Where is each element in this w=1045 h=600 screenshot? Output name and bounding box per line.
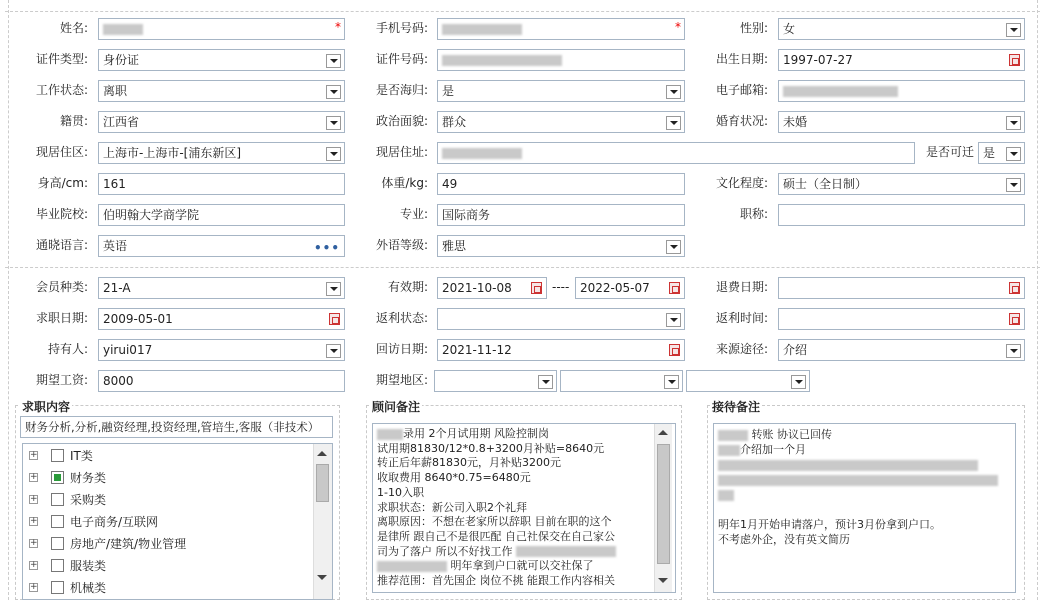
redacted-text: [442, 55, 562, 66]
valid-label: 有效期:: [387, 280, 428, 294]
education-label: 文化程度:: [715, 176, 768, 190]
note-line: 不考虑外企，没有英文简历: [718, 533, 850, 546]
tree-item-label: 财务类: [70, 471, 107, 485]
valid-to-field[interactable]: [575, 277, 685, 299]
lang-level-label: 外语等级:: [375, 238, 428, 252]
chevron-down-icon: [670, 121, 678, 125]
tree-item-realestate[interactable]: [27, 533, 307, 555]
note-line: 1-10入职: [377, 485, 424, 499]
more-dots-icon[interactable]: •••: [313, 241, 340, 255]
chevron-down-icon: [330, 349, 338, 353]
redacted-text: [718, 460, 978, 471]
valid-separator: ----: [552, 280, 570, 294]
id-type-select[interactable]: [98, 49, 345, 71]
marital-label: 婚育状况:: [715, 114, 768, 128]
tree-item-label: 房地产/建筑/物业管理: [70, 537, 187, 551]
chevron-down-icon: [330, 152, 338, 156]
checkbox[interactable]: [51, 581, 64, 594]
native-select[interactable]: [98, 111, 345, 133]
education-select[interactable]: [778, 173, 1025, 195]
advisor-notes-title: 顾问备注: [372, 400, 421, 414]
scroll-up-icon[interactable]: [317, 451, 327, 456]
height-label: 身高/cm:: [37, 176, 88, 190]
expand-icon[interactable]: +: [30, 582, 38, 592]
note-line: 推荐范围：首先国企 岗位不挑 能跟工作内容相关: [377, 574, 615, 588]
title-label: 职称:: [739, 207, 768, 221]
tree-item-label: 服装类: [70, 559, 107, 573]
chevron-down-icon: [1010, 183, 1018, 187]
language-value: 英语: [103, 239, 128, 253]
phone-label: 手机号码:: [375, 21, 428, 35]
language-label: 通晓语言:: [35, 238, 88, 252]
valid-from-value: 2021-10-08: [442, 281, 512, 295]
native-value: 江西省: [103, 115, 140, 129]
valid-from-field[interactable]: [437, 277, 547, 299]
work-status-value: 离职: [103, 84, 128, 98]
reception-notes-textarea[interactable]: [713, 423, 1016, 593]
name-label: 姓名:: [59, 21, 88, 35]
redacted-text: [718, 490, 734, 501]
note-line: 录用 2个月试用期 风险控制岗: [377, 427, 671, 442]
note-line: 司为了落户 所以不好找工作: [377, 545, 671, 560]
chevron-down-icon: [330, 121, 338, 125]
redacted-text: [377, 429, 403, 440]
major-field[interactable]: 国际商务: [437, 204, 685, 226]
source-value: 介绍: [783, 343, 808, 357]
checkbox[interactable]: [51, 449, 64, 462]
note-line: [718, 472, 1011, 487]
region-district-select[interactable]: [686, 370, 810, 392]
tree-item-label: 机械类: [70, 581, 107, 595]
tree-item-label: 电子商务/互联网: [70, 515, 159, 529]
visit-date-field[interactable]: [437, 339, 685, 361]
email-label: 电子邮箱:: [715, 83, 768, 97]
school-label: 毕业院校:: [35, 207, 88, 221]
redacted-text: [516, 546, 616, 557]
birth-value: 1997-07-27: [783, 53, 853, 67]
weight-field[interactable]: 49: [437, 173, 685, 195]
member-type-select[interactable]: [98, 277, 345, 299]
chevron-down-icon: [795, 380, 803, 384]
chevron-down-icon: [670, 90, 678, 94]
expand-icon[interactable]: +: [30, 538, 38, 548]
rebate-status-label: 返利状态:: [375, 311, 428, 325]
source-label: 来源途径:: [715, 342, 768, 356]
salary-field[interactable]: 8000: [98, 370, 345, 392]
id-type-value: 身份证: [103, 53, 140, 67]
source-select[interactable]: [778, 339, 1025, 361]
checkbox[interactable]: [51, 471, 64, 484]
reception-notes-title: 接待备注: [712, 400, 761, 414]
checkbox[interactable]: [51, 537, 64, 550]
gender-label: 性别:: [739, 21, 768, 35]
rebate-status-select[interactable]: [437, 308, 685, 330]
chevron-down-icon: [330, 287, 338, 291]
advisor-scrollbar[interactable]: [654, 424, 672, 592]
chevron-down-icon: [1010, 28, 1018, 32]
residence-area-label: 现居住区:: [35, 145, 88, 159]
scroll-thumb[interactable]: [316, 464, 329, 502]
chevron-down-icon: [1010, 121, 1018, 125]
note-line: [718, 502, 1011, 517]
expand-icon[interactable]: +: [30, 560, 38, 570]
note-line: 求职状态：新公司入职2个礼拜: [377, 500, 527, 514]
region-city-select[interactable]: [560, 370, 683, 392]
birth-date-field[interactable]: [778, 49, 1025, 71]
weight-label: 体重/kg:: [381, 176, 428, 190]
valid-to-value: 2022-05-07: [580, 281, 650, 295]
residence-area-select[interactable]: [98, 142, 345, 164]
height-field[interactable]: 161: [98, 173, 345, 195]
section-divider-middle: [5, 267, 1040, 268]
chevron-down-icon: [1010, 349, 1018, 353]
native-label: 籍贯:: [59, 114, 88, 128]
chevron-down-icon: [542, 380, 550, 384]
visit-date-label: 回访日期:: [375, 342, 428, 356]
note-line: 收取费用 8640*0.75=6480元: [377, 471, 531, 485]
tree-item-label: IT类: [70, 449, 93, 463]
returnee-select[interactable]: [437, 80, 685, 102]
calendar-icon[interactable]: [669, 344, 680, 356]
calendar-icon[interactable]: [1009, 313, 1020, 325]
job-category-tree[interactable]: [22, 443, 333, 600]
calendar-icon[interactable]: [1009, 54, 1020, 66]
note-line: 明年拿到户口就可以交社保了: [377, 559, 671, 574]
tree-item-label: 采购类: [70, 493, 107, 507]
visit-date-value: 2021-11-12: [442, 343, 512, 357]
apply-date-value: 2009-05-01: [103, 312, 173, 326]
id-number-field[interactable]: [437, 49, 685, 71]
address-label: 现居住址:: [375, 145, 428, 159]
gender-select[interactable]: [778, 18, 1025, 40]
calendar-icon[interactable]: [329, 313, 340, 325]
political-select[interactable]: [437, 111, 685, 133]
region-province-select[interactable]: [434, 370, 557, 392]
calendar-icon[interactable]: [669, 282, 680, 294]
holder-label: 持有人:: [47, 342, 88, 356]
tree-item-apparel[interactable]: [27, 555, 307, 577]
tree-item-machinery[interactable]: [27, 577, 307, 599]
note-line: 介绍加一个月: [718, 442, 1011, 457]
note-line: [718, 457, 1011, 472]
education-value: 硕士（全日制）: [783, 177, 868, 191]
grid-line: [1037, 0, 1038, 600]
chevron-down-icon: [668, 380, 676, 384]
chevron-down-icon: [1010, 152, 1018, 156]
note-line: 转正后年薪81830元，月补贴3200元: [377, 456, 561, 470]
expand-icon[interactable]: +: [30, 472, 38, 482]
checkbox[interactable]: [51, 493, 64, 506]
gender-value: 女: [783, 22, 796, 36]
holder-value: yirui017: [103, 343, 153, 357]
refund-date-label: 退费日期:: [715, 280, 768, 294]
title-field[interactable]: [778, 204, 1025, 226]
political-label: 政治面貌:: [375, 114, 428, 128]
redacted-text: [103, 24, 143, 35]
chevron-down-icon: [330, 90, 338, 94]
refund-date-field[interactable]: [778, 277, 1025, 299]
note-line: [718, 487, 1011, 502]
tree-item-finance[interactable]: [27, 467, 307, 489]
checkbox[interactable]: [51, 559, 64, 572]
phone-field[interactable]: [437, 18, 685, 40]
scroll-down-icon[interactable]: [658, 578, 668, 583]
grid-line: [8, 0, 9, 600]
lang-level-select[interactable]: [437, 235, 685, 257]
marital-select[interactable]: [778, 111, 1025, 133]
chevron-down-icon: [330, 59, 338, 63]
note-line: 明年1月开始申请落户，预计3月份拿到户口。: [718, 518, 941, 531]
calendar-icon[interactable]: [531, 282, 542, 294]
note-line: 离职原因：不想在老家所以辞职 目前在职的这个: [377, 515, 612, 529]
required-asterisk: *: [675, 20, 681, 34]
political-value: 群众: [442, 115, 467, 129]
redacted-text: [442, 148, 522, 159]
expand-icon[interactable]: +: [30, 450, 38, 460]
holder-select[interactable]: [98, 339, 345, 361]
relocate-label: 是否可迁: [925, 145, 974, 159]
id-no-label: 证件号码:: [375, 52, 428, 66]
email-field[interactable]: [778, 80, 1025, 102]
redacted-text: [718, 445, 740, 456]
marital-value: 未婚: [783, 115, 808, 129]
lang-level-value: 雅思: [442, 239, 467, 253]
calendar-icon[interactable]: [1009, 282, 1020, 294]
tree-scrollbar[interactable]: [313, 444, 332, 600]
language-field[interactable]: [98, 235, 345, 257]
redacted-text: [377, 561, 447, 572]
rebate-time-field[interactable]: [778, 308, 1025, 330]
work-status-label: 工作状态:: [35, 83, 88, 97]
checkbox[interactable]: [51, 515, 64, 528]
scroll-up-icon[interactable]: [658, 430, 668, 435]
relocate-value: 是: [983, 146, 996, 160]
scroll-down-icon[interactable]: [317, 575, 327, 580]
returnee-value: 是: [442, 84, 455, 98]
rebate-time-label: 返利时间:: [715, 311, 768, 325]
id-type-label: 证件类型:: [35, 52, 88, 66]
job-content-title: 求职内容: [22, 400, 71, 414]
region-label: 期望地区:: [375, 373, 428, 387]
address-field[interactable]: [437, 142, 915, 164]
member-type-value: 21-A: [103, 281, 131, 295]
salary-label: 期望工资:: [35, 373, 88, 387]
school-field[interactable]: 伯明翰大学商学院: [98, 204, 345, 226]
tree-item-ecommerce[interactable]: [27, 511, 307, 533]
redacted-text: [718, 430, 748, 441]
note-line: 是律所 跟自己不是很匹配 自己社保交在自己家公: [377, 529, 615, 543]
expand-icon[interactable]: +: [30, 494, 38, 504]
apply-date-label: 求职日期:: [35, 311, 88, 325]
chevron-down-icon: [670, 245, 678, 249]
residence-area-value: 上海市-上海市-[浦东新区]: [103, 146, 242, 160]
member-type-label: 会员种类:: [35, 280, 88, 294]
work-status-select[interactable]: [98, 80, 345, 102]
major-label: 专业:: [399, 207, 428, 221]
required-asterisk: *: [335, 20, 341, 34]
redacted-text: [442, 24, 522, 35]
expand-icon[interactable]: +: [30, 516, 38, 526]
tree-item-it[interactable]: [27, 445, 307, 467]
tree-item-purchasing[interactable]: [27, 489, 307, 511]
note-line: 试用期81830/12*0.8+3200月补贴=8640元: [377, 441, 605, 455]
name-field[interactable]: [98, 18, 345, 40]
relocate-select[interactable]: [978, 142, 1025, 164]
redacted-text: [718, 475, 998, 486]
chevron-down-icon: [670, 318, 678, 322]
apply-date-field[interactable]: [98, 308, 345, 330]
scroll-thumb[interactable]: [657, 444, 670, 564]
redacted-text: [783, 86, 898, 97]
birth-label: 出生日期:: [715, 52, 768, 66]
returnee-label: 是否海归:: [375, 83, 428, 97]
note-line: 转账 协议已回传: [718, 427, 1011, 442]
section-divider-top: [5, 11, 1040, 12]
job-summary-field[interactable]: 财务分析,分析,融资经理,投资经理,管培生,客服（非技术）: [20, 416, 333, 438]
advisor-notes-textarea[interactable]: [372, 423, 676, 593]
